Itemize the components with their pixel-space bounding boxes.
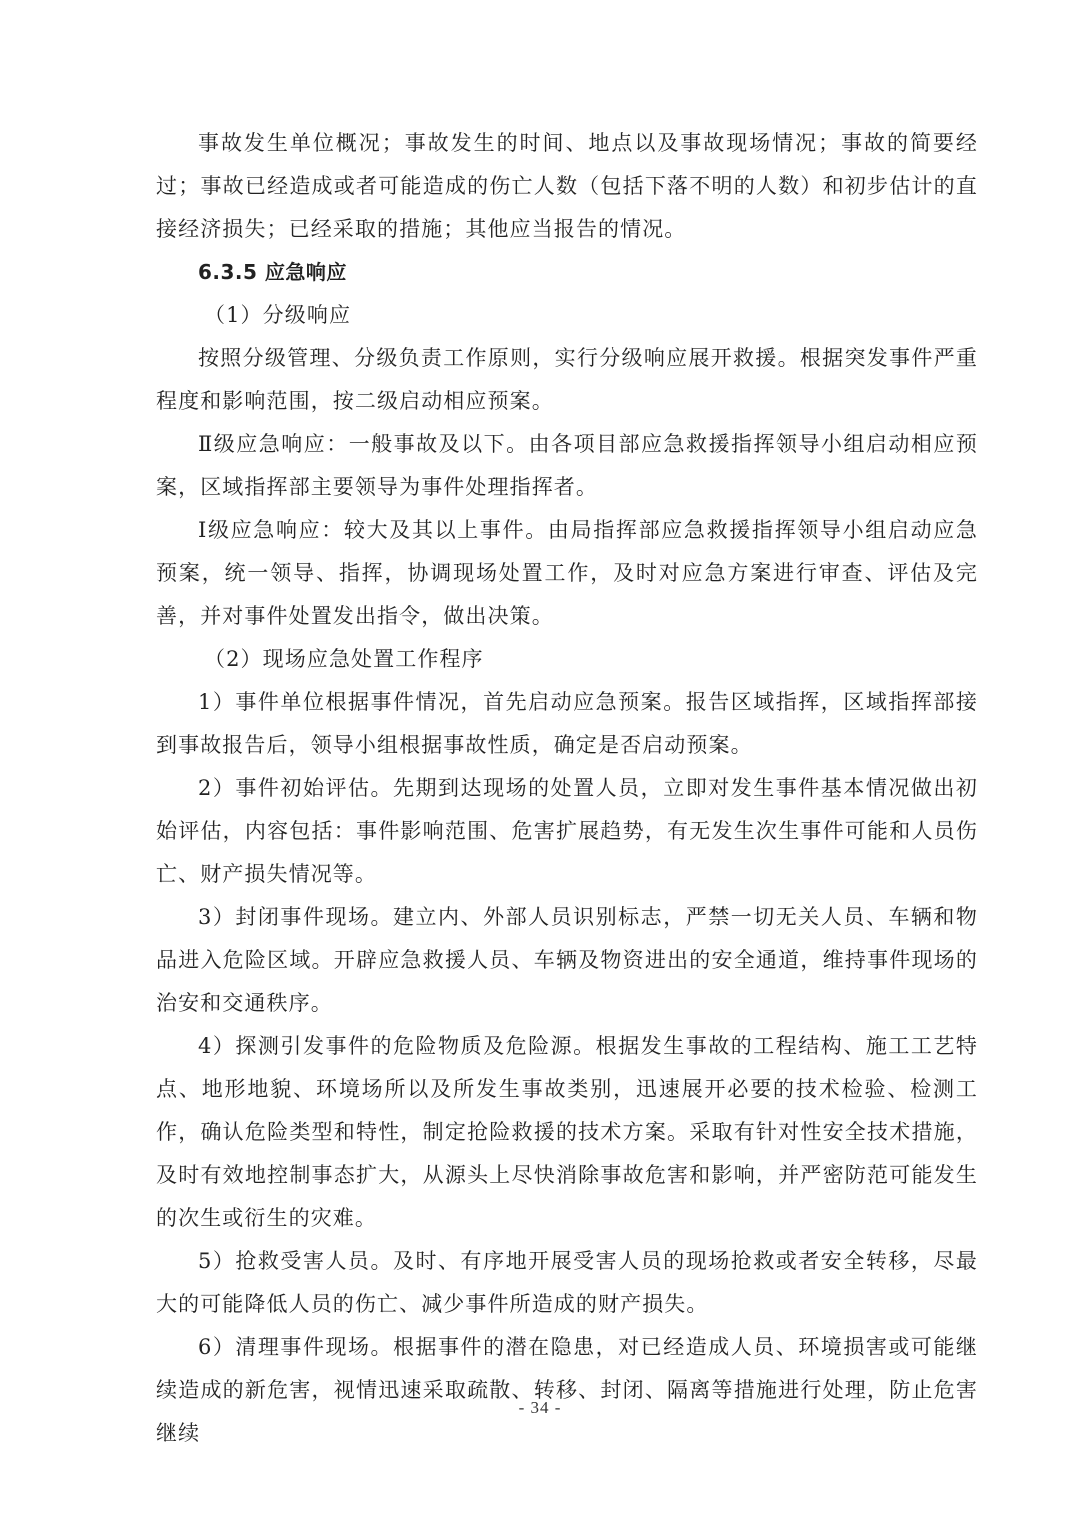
subheading-graded-response: （1）分级响应 (204, 303, 352, 327)
section-heading-6-3-5: 6.3.5 应急响应 (198, 260, 347, 284)
paragraph-accident-report-contents: 事故发生单位概况；事故发生的时间、地点以及事故现场情况；事故的简要经过；事故已经造成或者可能造成的伤亡人数（包括下落不明的人数）和初步估计的直接经济损失；已经采取的措施；其他应当报告的情况。 (156, 131, 978, 241)
subheading-onsite-procedure: （2）现场应急处置工作程序 (204, 647, 484, 671)
page-number: - 34 - (518, 1398, 562, 1417)
paragraph-step-1: 1）事件单位根据事件情况，首先启动应急预案。报告区域指挥，区域指挥部接到事故报告后，领导小组根据事故性质，确定是否启动预案。 (156, 690, 978, 757)
paragraph-level-1-response: Ⅰ级应急响应：较大及其以上事件。由局指挥部应急救援指挥领导小组启动应急预案，统一领导、指挥，协调现场处置工作，及时对应急方案进行审查、评估及完善，并对事件处置发出指令，做出决策。 (156, 518, 978, 628)
paragraph-step-6: 6）清理事件现场。根据事件的潜在隐患，对已经造成人员、环境损害或可能继续造成的新危害，视情迅速采取疏散、转移、封闭、隔离等措施进行处理，防止危害继续 (156, 1335, 978, 1445)
paragraph-graded-response-principle: 按照分级管理、分级负责工作原则，实行分级响应展开救援。根据突发事件严重程度和影响范围，按二级启动相应预案。 (156, 346, 978, 413)
paragraph-step-2: 2）事件初始评估。先期到达现场的处置人员，立即对发生事件基本情况做出初始评估，内容包括：事件影响范围、危害扩展趋势，有无发生次生事件可能和人员伤亡、财产损失情况等。 (156, 776, 978, 886)
document-body (156, 122, 978, 1455)
paragraph-level-2-response: Ⅱ级应急响应：一般事故及以下。由各项目部应急救援指挥领导小组启动相应预案，区域指挥部主要领导为事件处理指挥者。 (156, 432, 978, 499)
paragraph-step-5: 5）抢救受害人员。及时、有序地开展受害人员的现场抢救或者安全转移，尽最大的可能降低人员的伤亡、减少事件所造成的财产损失。 (156, 1249, 978, 1316)
paragraph-step-3: 3）封闭事件现场。建立内、外部人员识别标志，严禁一切无关人员、车辆和物品进入危险区域。开辟应急救援人员、车辆及物资进出的安全通道，维持事件现场的治安和交通秩序。 (156, 905, 978, 1015)
paragraph-step-4: 4）探测引发事件的危险物质及危险源。根据发生事故的工程结构、施工工艺特点、地形地貌、环境场所以及所发生事故类别，迅速展开必要的技术检验、检测工作，确认危险类型和特性，制定抢险救援的技术方案。采取有针对性安全技术措施，及时有效地控制事态扩大，从源头上尽快消除事故危害和影响，并严密防范可能发生的次生或衍生的灾难。 (156, 1034, 978, 1230)
